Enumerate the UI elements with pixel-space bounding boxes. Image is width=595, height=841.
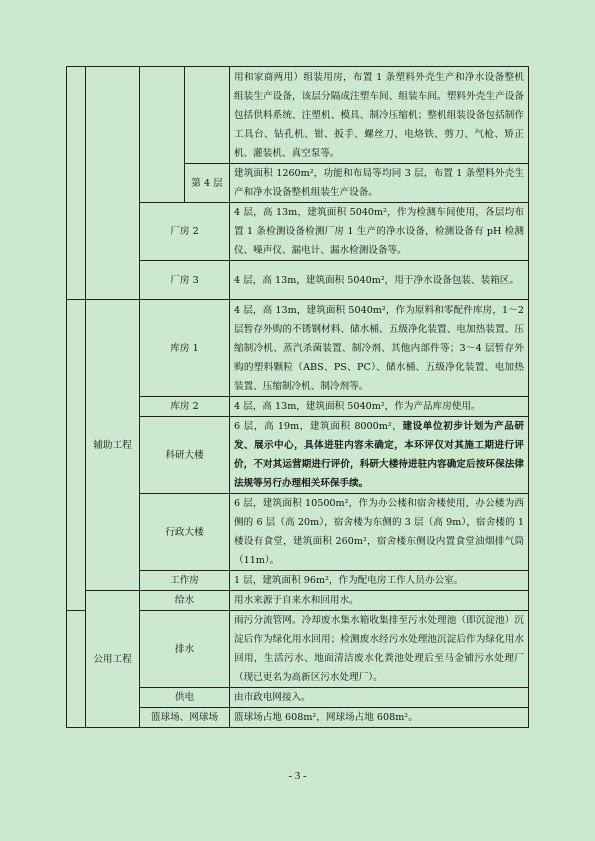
row-description: 4 层，高 13m，建筑面积 5040m²，用于净水设备包装、装箱区。	[230, 261, 529, 300]
item-label: 科研大楼	[140, 417, 230, 494]
row-description: 建筑面积 1260m²，功能和布局等均同 3 层，布置 1 条塑料外壳生产和净水设备整机组装生产设备。	[230, 164, 529, 203]
row-description: 4 层，高 13m，建筑面积 5040m²，作为产品库房使用。	[230, 397, 529, 417]
row-description: 篮球场占地 608m²，网球场占地 608m²。	[230, 708, 529, 728]
page-number: - 3 -	[288, 770, 307, 782]
table-row	[67, 591, 529, 611]
row-description: 雨污分流管网。冷却废水集水箱收集排至污水处理池（即沉淀池）沉淀后作为绿化用水回用；检测废水经污水处理池沉淀后作为绿化用水回用，生活污水、地面清洁废水化粪池处理后至马金铺污水处理厂（现已更名为高新区污水处理厂）。	[230, 611, 529, 688]
empty-cell	[67, 300, 86, 611]
item-label: 篮球场、网球场	[140, 708, 230, 728]
row-description: 用和家商两用）组装用房，布置 1 条塑料外壳生产和净水设备整机组装生产设备，该层分隔成注塑车间、组装车间。塑料外壳生产设备包括供料系统、注塑机、模具、制冷压缩机；整机组装设备包括制作工具台、钻孔机、钳、扳手、螺丝刀、电烙铁、剪刀、气枪、矫正机、灌装机、真空泵等。	[230, 67, 529, 164]
description-plain: 6 层，高 19m，建筑面积 8000m²，	[234, 421, 403, 432]
category-label: 辅助工程	[86, 300, 140, 591]
empty-cell	[86, 67, 140, 300]
item-label: 行政大楼	[140, 494, 230, 571]
empty-cell	[140, 67, 185, 203]
category-label: 公用工程	[86, 591, 140, 728]
table-row	[67, 67, 529, 164]
row-description: 4 层，高 13m，建筑面积 5040m²，作为检测车间使用，各层均布置 1 条检测设备检测厂房 1 生产的净水设备，检测设备有 pH 检测仪、噪声仪、漏电计、漏水检测设备等。	[230, 203, 529, 261]
item-label: 库房 2	[140, 397, 230, 417]
item-label: 工作房	[140, 571, 230, 591]
empty-cell	[67, 67, 86, 300]
item-label: 厂房 3	[140, 261, 230, 300]
row-description: 用水来源于自来水和回用水。	[230, 591, 529, 611]
row-description: 1 层，建筑面积 96m²，作为配电房工作人员办公室。	[230, 571, 529, 591]
table-row	[67, 300, 529, 397]
project-composition-table	[66, 66, 529, 728]
sub-item-label: 第 4 层	[185, 164, 230, 203]
item-label: 给水	[140, 591, 230, 611]
empty-cell	[67, 611, 86, 728]
description-bold: 建设单位初步计划为产品研发、展示中心，具体进驻内容未确定，本环评仅对其施工期进行评价，不对其运营期进行评价，科研大楼待进驻内容确定后按环保法律法规等另行办理相关环保手续。	[234, 421, 525, 489]
row-description: 由市政电网接入。	[230, 688, 529, 708]
item-label: 库房 1	[140, 300, 230, 397]
item-label: 排水	[140, 611, 230, 688]
empty-cell	[185, 67, 230, 164]
row-description	[230, 417, 529, 494]
item-label: 厂房 2	[140, 203, 230, 261]
row-description: 4 层，高 13m，建筑面积 5040m²，作为原料和零配件库房，1～2 层暂存外购的不锈钢材料、储水桶、五级净化装置、电加热装置、压缩制冷机、蒸汽杀菌装置、制冷剂、其他内部件等；3～4 层暂存外购的塑料颗粒（ABS、PS、PC）、储水桶、五级净化装置、电加热装置、压缩制冷机、制冷剂等。	[230, 300, 529, 397]
item-label: 供电	[140, 688, 230, 708]
row-description: 6 层，建筑面积 10500m²，作为办公楼和宿舍楼使用，办公楼为西侧的 6 层（高 20m），宿舍楼为东侧的 3 层（高 9m），宿舍楼的 1 楼设有食堂，建筑面积 260m²，宿舍楼东侧设内置食堂油烟排气筒（11m）。	[230, 494, 529, 571]
